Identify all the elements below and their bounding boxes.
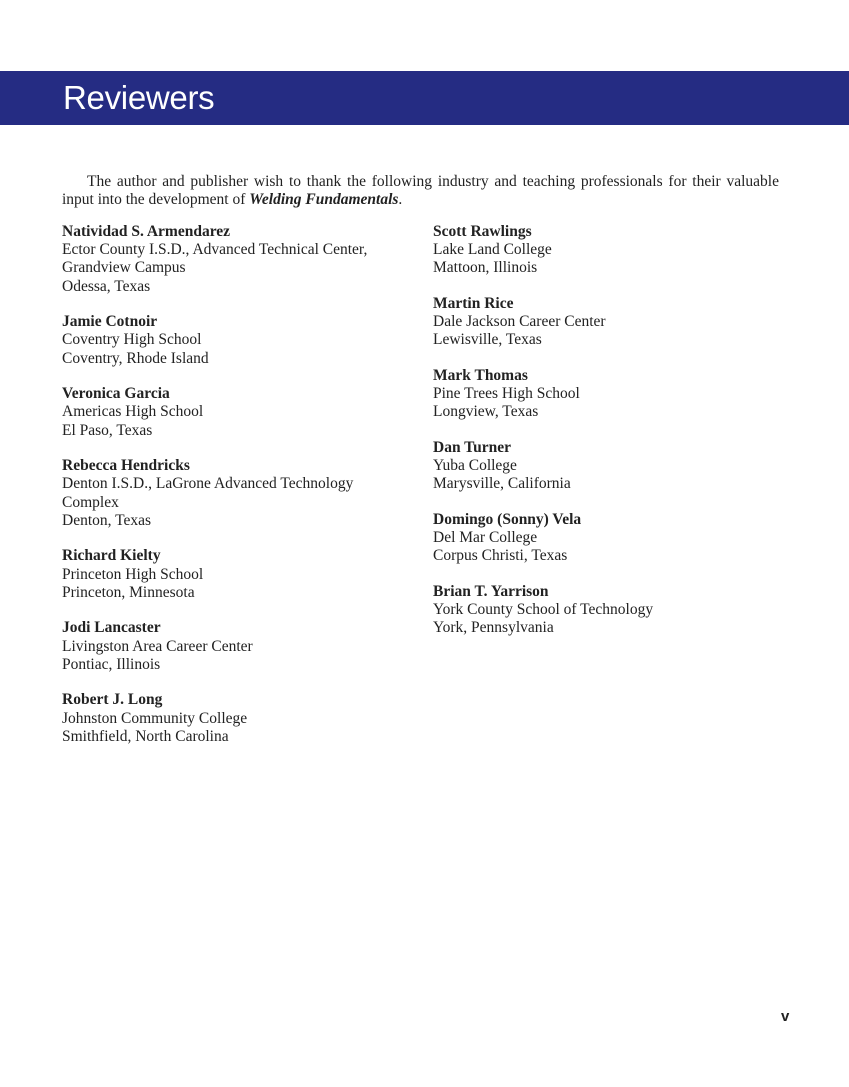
intro-text: The author and publisher wish to thank the following industry and teaching professionals for their valuable input into the development of [62, 173, 779, 209]
reviewer-affiliation-line: Pontiac, Illinois [62, 655, 161, 673]
reviewer-affiliation-line: Del Mar College [433, 529, 538, 547]
reviewer-affiliation-line: Americas High School [62, 403, 204, 421]
reviewer-affiliation-line: Longview, Texas [433, 403, 539, 421]
intro-paragraph [62, 173, 779, 209]
reviewer-affiliation-line: Marysville, California [433, 475, 571, 493]
reviewer-name: Domingo (Sonny) Vela [433, 511, 582, 528]
reviewer-name: Dan Turner [433, 439, 511, 456]
reviewer-name: Brian T. Yarrison [433, 583, 549, 600]
reviewer-affiliation-line: Grandview Campus [62, 259, 186, 277]
reviewer-affiliation-line: Odessa, Texas [62, 277, 151, 295]
reviewer-entry [62, 385, 402, 440]
reviewer-affiliation-line: Complex [62, 493, 119, 511]
header-banner [0, 71, 849, 125]
reviewer-affiliation-line: Lewisville, Texas [433, 331, 542, 349]
reviewer-affiliation-line: Princeton High School [62, 565, 204, 583]
reviewer-affiliation-line: Lake Land College [433, 241, 552, 259]
reviewer-entry [433, 295, 793, 350]
reviewer-entry [433, 439, 793, 494]
reviewer-affiliation-line: Princeton, Minnesota [62, 583, 195, 601]
reviewer-affiliation-line: El Paso, Texas [62, 421, 153, 439]
reviewer-name: Jamie Cotnoir [62, 313, 158, 331]
reviewer-affiliation-line: Coventry, Rhode Island [62, 349, 209, 367]
reviewer-affiliation-line: York County School of Technology [433, 601, 654, 619]
reviewer-affiliation-line: Ector County I.S.D., Advanced Technical Center, [62, 241, 368, 259]
reviewer-affiliation-line: Denton I.S.D., LaGrone Advanced Technology [62, 475, 354, 493]
intro-end: . [398, 191, 403, 209]
reviewer-affiliation-line: Livingston Area Career Center [62, 637, 253, 655]
reviewer-name: Jodi Lancaster [62, 619, 161, 637]
book-title: Welding Fundamentals [249, 191, 399, 209]
reviewer-affiliation-line: Corpus Christi, Texas [433, 547, 568, 565]
reviewer-entry [62, 223, 402, 296]
reviewers-left-column [62, 223, 402, 763]
reviewer-name: Martin Rice [433, 295, 514, 312]
reviewer-affiliation-line: Dale Jackson Career Center [433, 313, 606, 331]
reviewer-affiliation-line: Yuba College [433, 457, 517, 475]
reviewer-affiliation-line: York, Pennsylvania [433, 619, 554, 637]
page-number: v [781, 1008, 790, 1025]
reviewer-entry [433, 223, 793, 278]
reviewer-entry [433, 583, 793, 638]
reviewer-entry [62, 457, 402, 530]
reviewer-entry [62, 691, 402, 746]
reviewer-affiliation-line: Smithfield, North Carolina [62, 727, 229, 745]
reviewer-name: Scott Rawlings [433, 223, 532, 240]
reviewer-name: Robert J. Long [62, 691, 163, 709]
reviewer-entry [433, 511, 793, 566]
reviewer-name: Richard Kielty [62, 547, 161, 565]
reviewer-entry [62, 547, 402, 602]
reviewer-name: Rebecca Hendricks [62, 457, 190, 475]
reviewer-affiliation-line: Coventry High School [62, 331, 202, 349]
reviewer-affiliation-line: Mattoon, Illinois [433, 259, 538, 277]
reviewer-name: Mark Thomas [433, 367, 528, 384]
reviewers-right-column [433, 223, 793, 655]
page-title: Reviewers [63, 79, 215, 116]
reviewer-name: Natividad S. Armendarez [62, 223, 231, 240]
reviewer-entry [62, 619, 402, 674]
reviewer-entry [62, 313, 402, 368]
reviewer-name: Veronica Garcia [62, 385, 170, 403]
reviewer-affiliation-line: Pine Trees High School [433, 385, 580, 403]
reviewer-entry [433, 367, 793, 422]
reviewer-affiliation-line: Johnston Community College [62, 709, 248, 727]
reviewer-affiliation-line: Denton, Texas [62, 511, 152, 529]
